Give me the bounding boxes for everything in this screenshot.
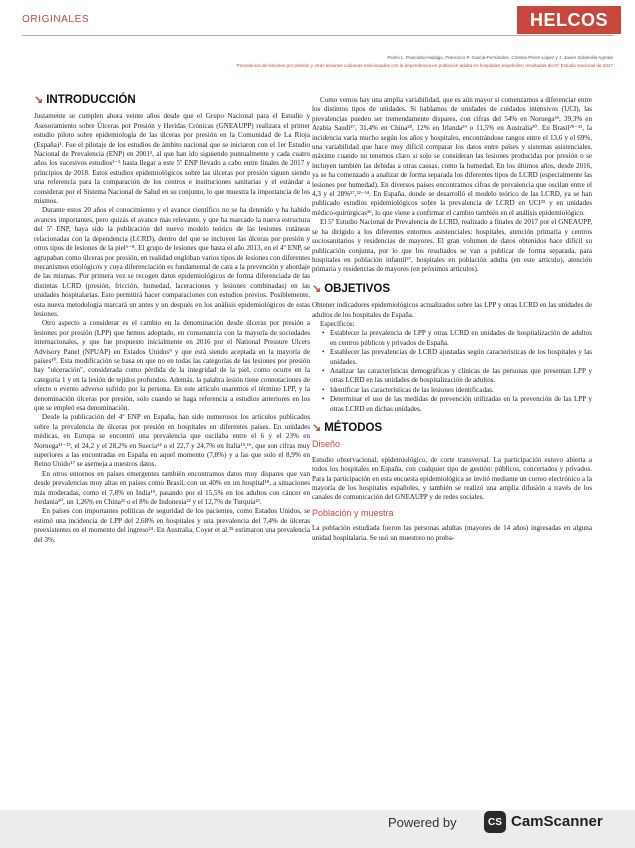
list-item: • Determinar el uso de las medidas de prevención utilizadas en la prevención de las LPP y otras LCRD en dichas unidades. [322, 395, 592, 414]
journal-logo: HELCOS [517, 6, 621, 34]
intro-paragraph: Otro aspecto a considerar es el cambio en la denominación desde úlceras por presión a lesiones por presión (LPP) que hemos adoptado, en consonancia con la mayoría de sociedades internacionales, y que fue propuesto inicialmente en 2016 por el National Pressure Ulcers Advisory Panel (NPUAP) en Estados Unidos⁹ y que está siendo aceptada en la mayoría de países¹⁰. Esta modificación se basa en que no en todas las categorías de las lesiones por presión hay "ulceración", considerada como pérdida de la integridad de la piel, como ocurre en la categoría 1 y en la lesión de tejidos profundos. Además, la palabra lesión tiene connotaciones de efecto o evento adverso sufrido por la persona. En este artículo usaremos el término LPP, y la denominación úlceras por presión, solo cuando se haga referencia a estudios anteriores en los que se empleó esa denominación. [34, 319, 310, 412]
intro-paragraph: Justamente se cumplen ahora veinte años desde que el Grupo Nacional para el Estudio y Asesoramiento sobre Úlceras por Presión y Heridas Crónicas (GNEAUPP) realizara el primer estudio piloto sobre epidemiología de las úlceras por presión en la Comunidad de La Rioja (España)¹. Fue el pilotaje de los estudios de ámbito nacional que se iniciaron con el 1er Estudio Nacional de Prevalencia (ENP) en 2001², al que han ido siguiendo puntualmente y cada cuatro años los sucesivos estudios³⁻⁵ hasta llegar a este 5º ENP llevado a cabo entre finales de 2017 y principios de 2018. Estos estudios epidemiológicos sobre las úlceras por presión siguen siendo una referencia para la comparación de los centros e instituciones sanitarias y el estándar a considerar por el Sistema Nacional de Salud en su conjunto, lo que muestra la importancia de los mismos. [34, 112, 310, 206]
right-column [312, 96, 592, 543]
objetivos-intro: Obtener indicadores epidemiológicos actualizados sobre las LPP y otras LCRD en las unidades de adultos de los hospitales de España. [312, 301, 592, 319]
intro-paragraph: Durante estos 20 años el conocimiento y el avance científico no se ha detenido y ha habido avances importantes, pero quizás el avance más relevante, y que ha marcado la nueva estructura del 5º ENP, haya sido la publicación del nuevo modelo teórico de las lesiones cutáneas relacionadas con la dependencia (LCRD), dentro del que se incluyen las úlceras por presión y otros tipos de lesiones de la piel⁶⁻⁸. El grupo de lesiones que hasta el año 2013, en el 4º ENP, se agrupaban como úlceras por presión, en realidad engloban varios tipos de lesiones con diferentes mecanismos etiológicos y cuya diferenciación es fundamental de cara a la prevención y abordaje de las mismas. Por primera vez se recogen datos epidemiológicos de forma diferenciada de las distintas LCRD (presión, fricción, humedad, laceraciones y lesiones combinadas) en las unidades hospitalarias. Esto permitirá hacer comparaciones con estudios previos. Posiblemente, esta nueva metodología marcará un antes y un después en los análisis epidemiológicos de estas lesiones. [34, 206, 310, 318]
intro-heading: ↘ INTRODUCCIÓN [34, 94, 136, 106]
left-column [34, 96, 310, 545]
diseno-text: Estudio observacional, epidemiológico, de corte transversal. La participación estuvo abierta a todos los hospitales en España, con cualquier tipo de gestión: públicos, concertados y privados. Para la participación en esta encuesta epidemiológica se invitó mediante un correo electrónico a la mayoría de los hospitales españoles, y también se realizó una amplia difusión a través de los canales de comunicación del GNEAUPP y de redes sociales. [312, 455, 592, 502]
arrow-icon: ↘ [34, 94, 44, 106]
list-item: • Analizar las características demográficas y clínicas de las personas que presentan LPP y otras LCRD en las unidades de hospitalización de adultos. [322, 367, 592, 386]
especificos-label: Específicos: [320, 319, 355, 328]
header-divider [22, 35, 613, 36]
intro-paragraph: En países con importantes políticas de seguridad de los pacientes, como Estados Unidos, se estimó una incidencia de LPP del 2,68% en hospitales y una prevalencia del 7,4% de úlceras preexistentes en el momento del ingreso²⁴. En Australia, Coyer et al.²⁵ estimaron una prevalencia del 3%. [34, 507, 310, 544]
article-title: Prevalencia de lesiones por presión y otras lesiones cutáneas relacionadas con la dependencia en población adulta en hospitales españoles: resultados del 5º Estudio Nacional de 2017 [236, 63, 613, 68]
article-authors: Pedro L. Pancorbo-Hidalgo, Francisco P. García-Fernández, Cristina Pérez-López y J. Javier Soldevilla Agreda [387, 55, 613, 60]
list-item: • Establecer las prevalencias de LCRD ajustadas según características de los hospitales y las unidades. [322, 348, 592, 367]
arrow-icon: ↘ [312, 422, 322, 434]
powered-by-label: Powered by [388, 815, 457, 830]
arrow-icon: ↘ [312, 282, 322, 295]
intro-paragraph: En otros entornos en países emergentes también encontramos datos muy dispares que van desde prevalencias muy altas en países como Brasil, con un 40% en un hospital¹⁸, a situaciones más moderadas, como el 7,8% en India¹⁹, pasando por el 15,5% en los adultos con cáncer en Jordania²⁰, un 1,26% en China²¹ o el 8% de Indonesia²² y el 12,7% de Turquía²³. [34, 469, 310, 507]
intro-paragraph: Desde la publicación del 4º ENP en España, han sido numerosos los artículos publicados sobre la prevalencia de úlceras por presión en hospitales en diferentes países. En unidades médicas, en Europa se encontró una prevalencia que oscilaba entre el 6 y el 23% en Noruega¹¹⁻¹³, el 24,2 y el 28,2% en Suecia¹⁴ o el 22,7 y 24,7% en Italia¹⁵,¹⁶, que son cifras muy superiores a las encontradas en España en aquel momento (7,8%) y a las que solo el 8,9% en Reino Unido¹⁷ se asemeja a nuestros datos. [34, 413, 310, 469]
diseno-heading: Diseño [312, 439, 341, 450]
metodos-heading: ↘ MÉTODOS [312, 422, 383, 434]
camscanner-brand: CamScanner [511, 813, 603, 830]
objetivos-list [312, 329, 592, 414]
poblacion-heading: Población y muestra [312, 507, 394, 518]
section-label: ORIGINALES [22, 14, 90, 25]
camscanner-icon: CS [484, 811, 506, 833]
intro-paragraph: El 5º Estudio Nacional de Prevalencia de LCRD, realizado a finales de 2017 por el GNEAUPP, se ha dirigido a los diferentes entornos asistenciales: hospitales, atención primaria y centros sociosanitarios y residencias de mayores. El gran volumen de datos obtenidos hace difícil su publicación conjunta, por lo que los resultados se van a publicar de forma separada, para hospitales en población infantil³⁷, hospitales en población adulta (en este artículo), atención primaria y residencias de mayores (en próximos artículos). [312, 218, 592, 274]
intro-paragraph: Como vemos hay una amplia variabilidad, que es aún mayor si comenzamos a diferenciar entre los distintos tipos de unidades. Si hablamos de unidades de cuidados intensivos (UCI), las prevalencias pueden ser tremendamente dispares, con cifras del 54% en Noruega²⁶, 39,3% en Arabia Saudí²⁷, 31,4% en China²⁸, 12% en Irlanda²⁹ o 11,5% en Australia³⁰. En Brasil²⁹⁻³¹, la incidencia varía mucho según los años y hospitales, encontrándose rangos entre el 13,6 y el 69%, una variabilidad que hace muy difícil comparar los datos entre países y sistemas asistenciales, máxime cuando no tenemos claro si solo se consideran las lesiones producidas por presión o se incluyen también las debidas a otras causas, como la humedad. En los últimos años, desde 2016, ya se ha comenzado a analizar de forma separada los diferentes tipos de LCRD (especialmente las lesiones por humedad). En diversos países encontramos cifras de prevalencia que oscilan entre el 4,3 y el 28%²⁷,³²⁻³⁴. En España, donde se desarrolló el modelo teórico de las LCRD, ya se han publicado estudios epidemiológicos sobre la prevalencia de LCRD en UCI³⁵ y en unidades médico-quirúrgicas³⁶, lo que viene a confirmar el cambio también en el análisis epidemiológico. [312, 96, 592, 217]
list-item: • Identificar las características de las lesiones identificadas. [322, 386, 592, 395]
objetivos-heading: ↘ OBJETIVOS [312, 282, 391, 295]
list-item: • Establecer la prevalencia de LPP y otras LCRD en unidades de hospitalización de adultos en centros públicos y privados de España. [322, 329, 592, 348]
poblacion-text: La población estudiada fueron las personas adultas (mayores de 14 años) ingresadas en alguna unidad hospitalaria. Se usó un muestreo no proba- [312, 524, 592, 542]
